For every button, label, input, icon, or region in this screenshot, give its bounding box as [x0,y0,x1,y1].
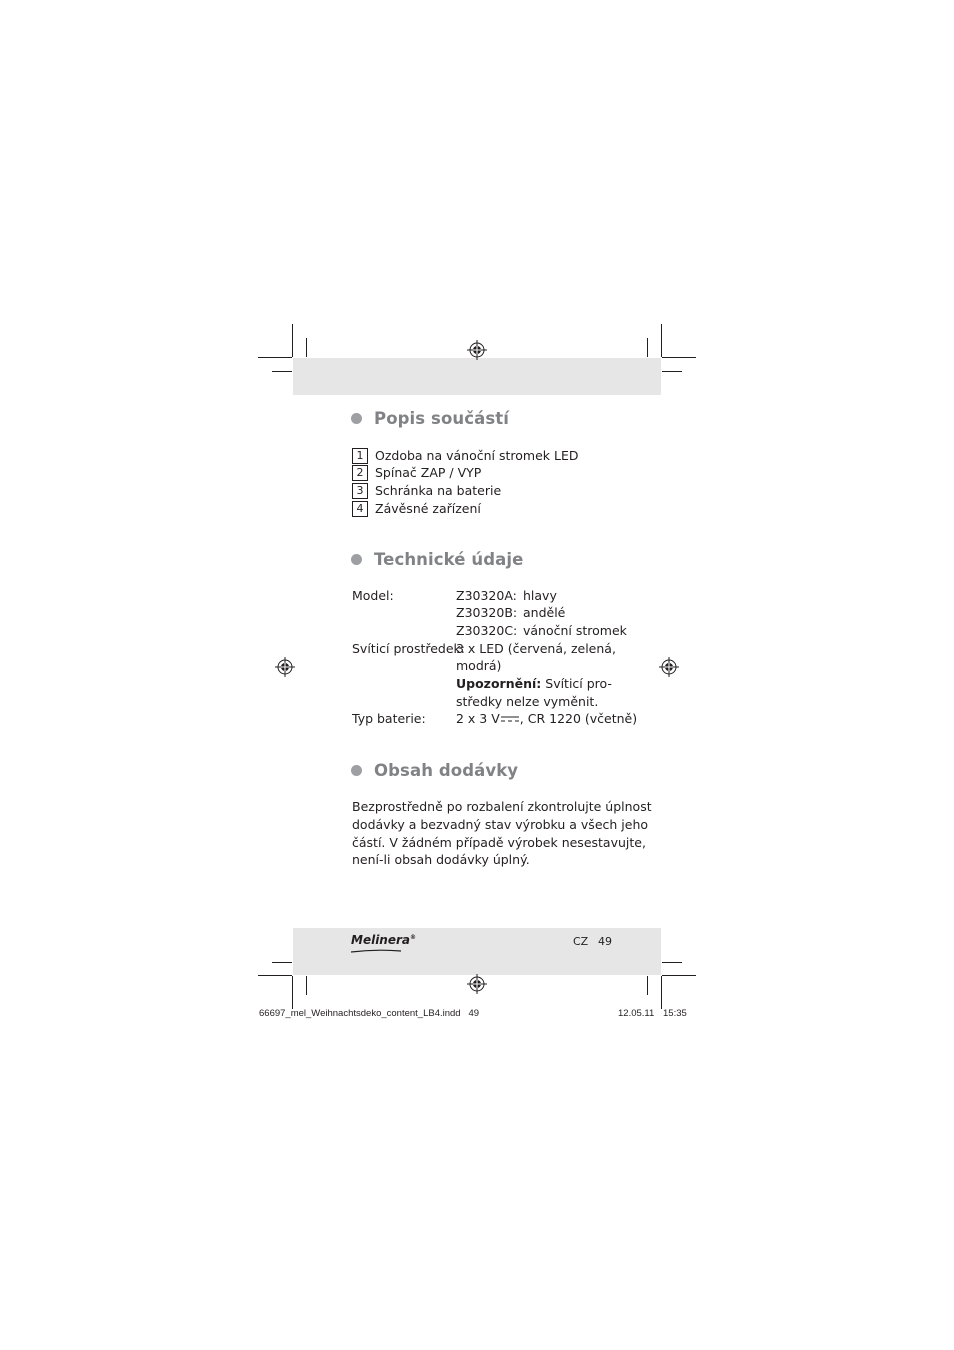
crop-mark [647,976,648,995]
crop-mark [661,324,662,357]
crop-mark [662,357,696,358]
crop-mark [292,324,293,357]
model-code: Z30320C: [456,623,518,638]
part-number: 1 [352,448,368,464]
print-time: 15:35 [663,1008,687,1019]
grey-circle-bullet-icon [351,413,362,424]
crop-mark [258,357,292,358]
page-number: 49 [598,935,612,948]
registration-target-icon [467,340,487,360]
specs-heading [351,550,523,569]
part-number: 3 [352,483,368,499]
crop-mark [292,976,293,1009]
print-date: 12.05.11 [618,1008,655,1019]
list-item [352,464,481,481]
model-desc: hlavy [523,588,557,603]
list-item [352,447,578,464]
model-label: Model: [352,588,394,603]
brand-registered-mark: ® [410,934,417,941]
light-label: Svíticí prostředek: [352,641,465,656]
crop-mark [662,371,682,372]
grey-circle-bullet-icon [351,554,362,565]
note-label: Upozornění: [456,676,542,691]
crop-mark [306,976,307,995]
part-label: Ozdoba na vánoční stromek LED [375,448,579,463]
note-text: Svíticí pro- [541,676,612,691]
contents-line: částí. V žádném případě výrobek nesestavujte, [352,835,646,850]
model-code: Z30320B: [456,605,518,620]
contents-heading [351,761,518,780]
model-desc: vánoční stromek [523,623,627,638]
crop-mark [662,975,696,976]
battery-voltage: 2 x 3 V [456,711,500,726]
list-item [352,500,481,517]
light-note [456,675,612,693]
part-label: Schránka na baterie [375,483,502,498]
registration-target-icon [659,657,679,677]
parts-title: Popis součástí [374,409,510,428]
registration-target-icon [275,657,295,677]
crop-mark [272,371,292,372]
language-code: CZ [573,935,589,948]
contents-line: Bezprostředně po rozbalení zkontrolujte úplnost [352,799,652,814]
brand-name: Melinera [351,933,411,947]
light-note-cont: středky nelze vyměnit. [456,694,599,709]
crop-mark [272,962,292,963]
battery-type: , CR 1220 (včetně) [519,711,638,726]
specs-title: Technické údaje [374,550,524,569]
part-label: Spínač ZAP / VYP [375,465,482,480]
header-band [293,358,661,395]
part-label: Závěsné zařízení [375,501,481,516]
grey-circle-bullet-icon [351,765,362,776]
battery-value [456,710,637,728]
crop-mark [661,976,662,1009]
contents-line: dodávky a bezvadný stav výrobku a všech jeho [352,817,649,832]
brand-logo [351,933,416,947]
model-desc: andělé [523,605,566,620]
contents-title: Obsah dodávky [374,761,519,780]
model-code: Z30320A: [456,588,517,603]
crop-mark [647,338,648,357]
file-info: 66697_mel_Weihnachtsdeko_content_LB4.indd 49 [259,1008,480,1019]
parts-heading [351,409,509,428]
part-number: 4 [352,501,368,517]
contents-line: není-li obsah dodávky úplný. [352,852,530,867]
crop-mark [258,975,292,976]
registration-target-icon [467,974,487,994]
light-value: 3 x LED (červená, zelená, [456,641,616,656]
crop-mark [306,338,307,357]
light-value-cont: modrá) [456,658,502,673]
crop-mark [662,962,682,963]
battery-label: Typ baterie: [352,711,426,726]
list-item [352,482,501,499]
direct-current-icon [500,714,520,724]
brand-swoosh-icon [351,949,401,953]
part-number: 2 [352,465,368,481]
